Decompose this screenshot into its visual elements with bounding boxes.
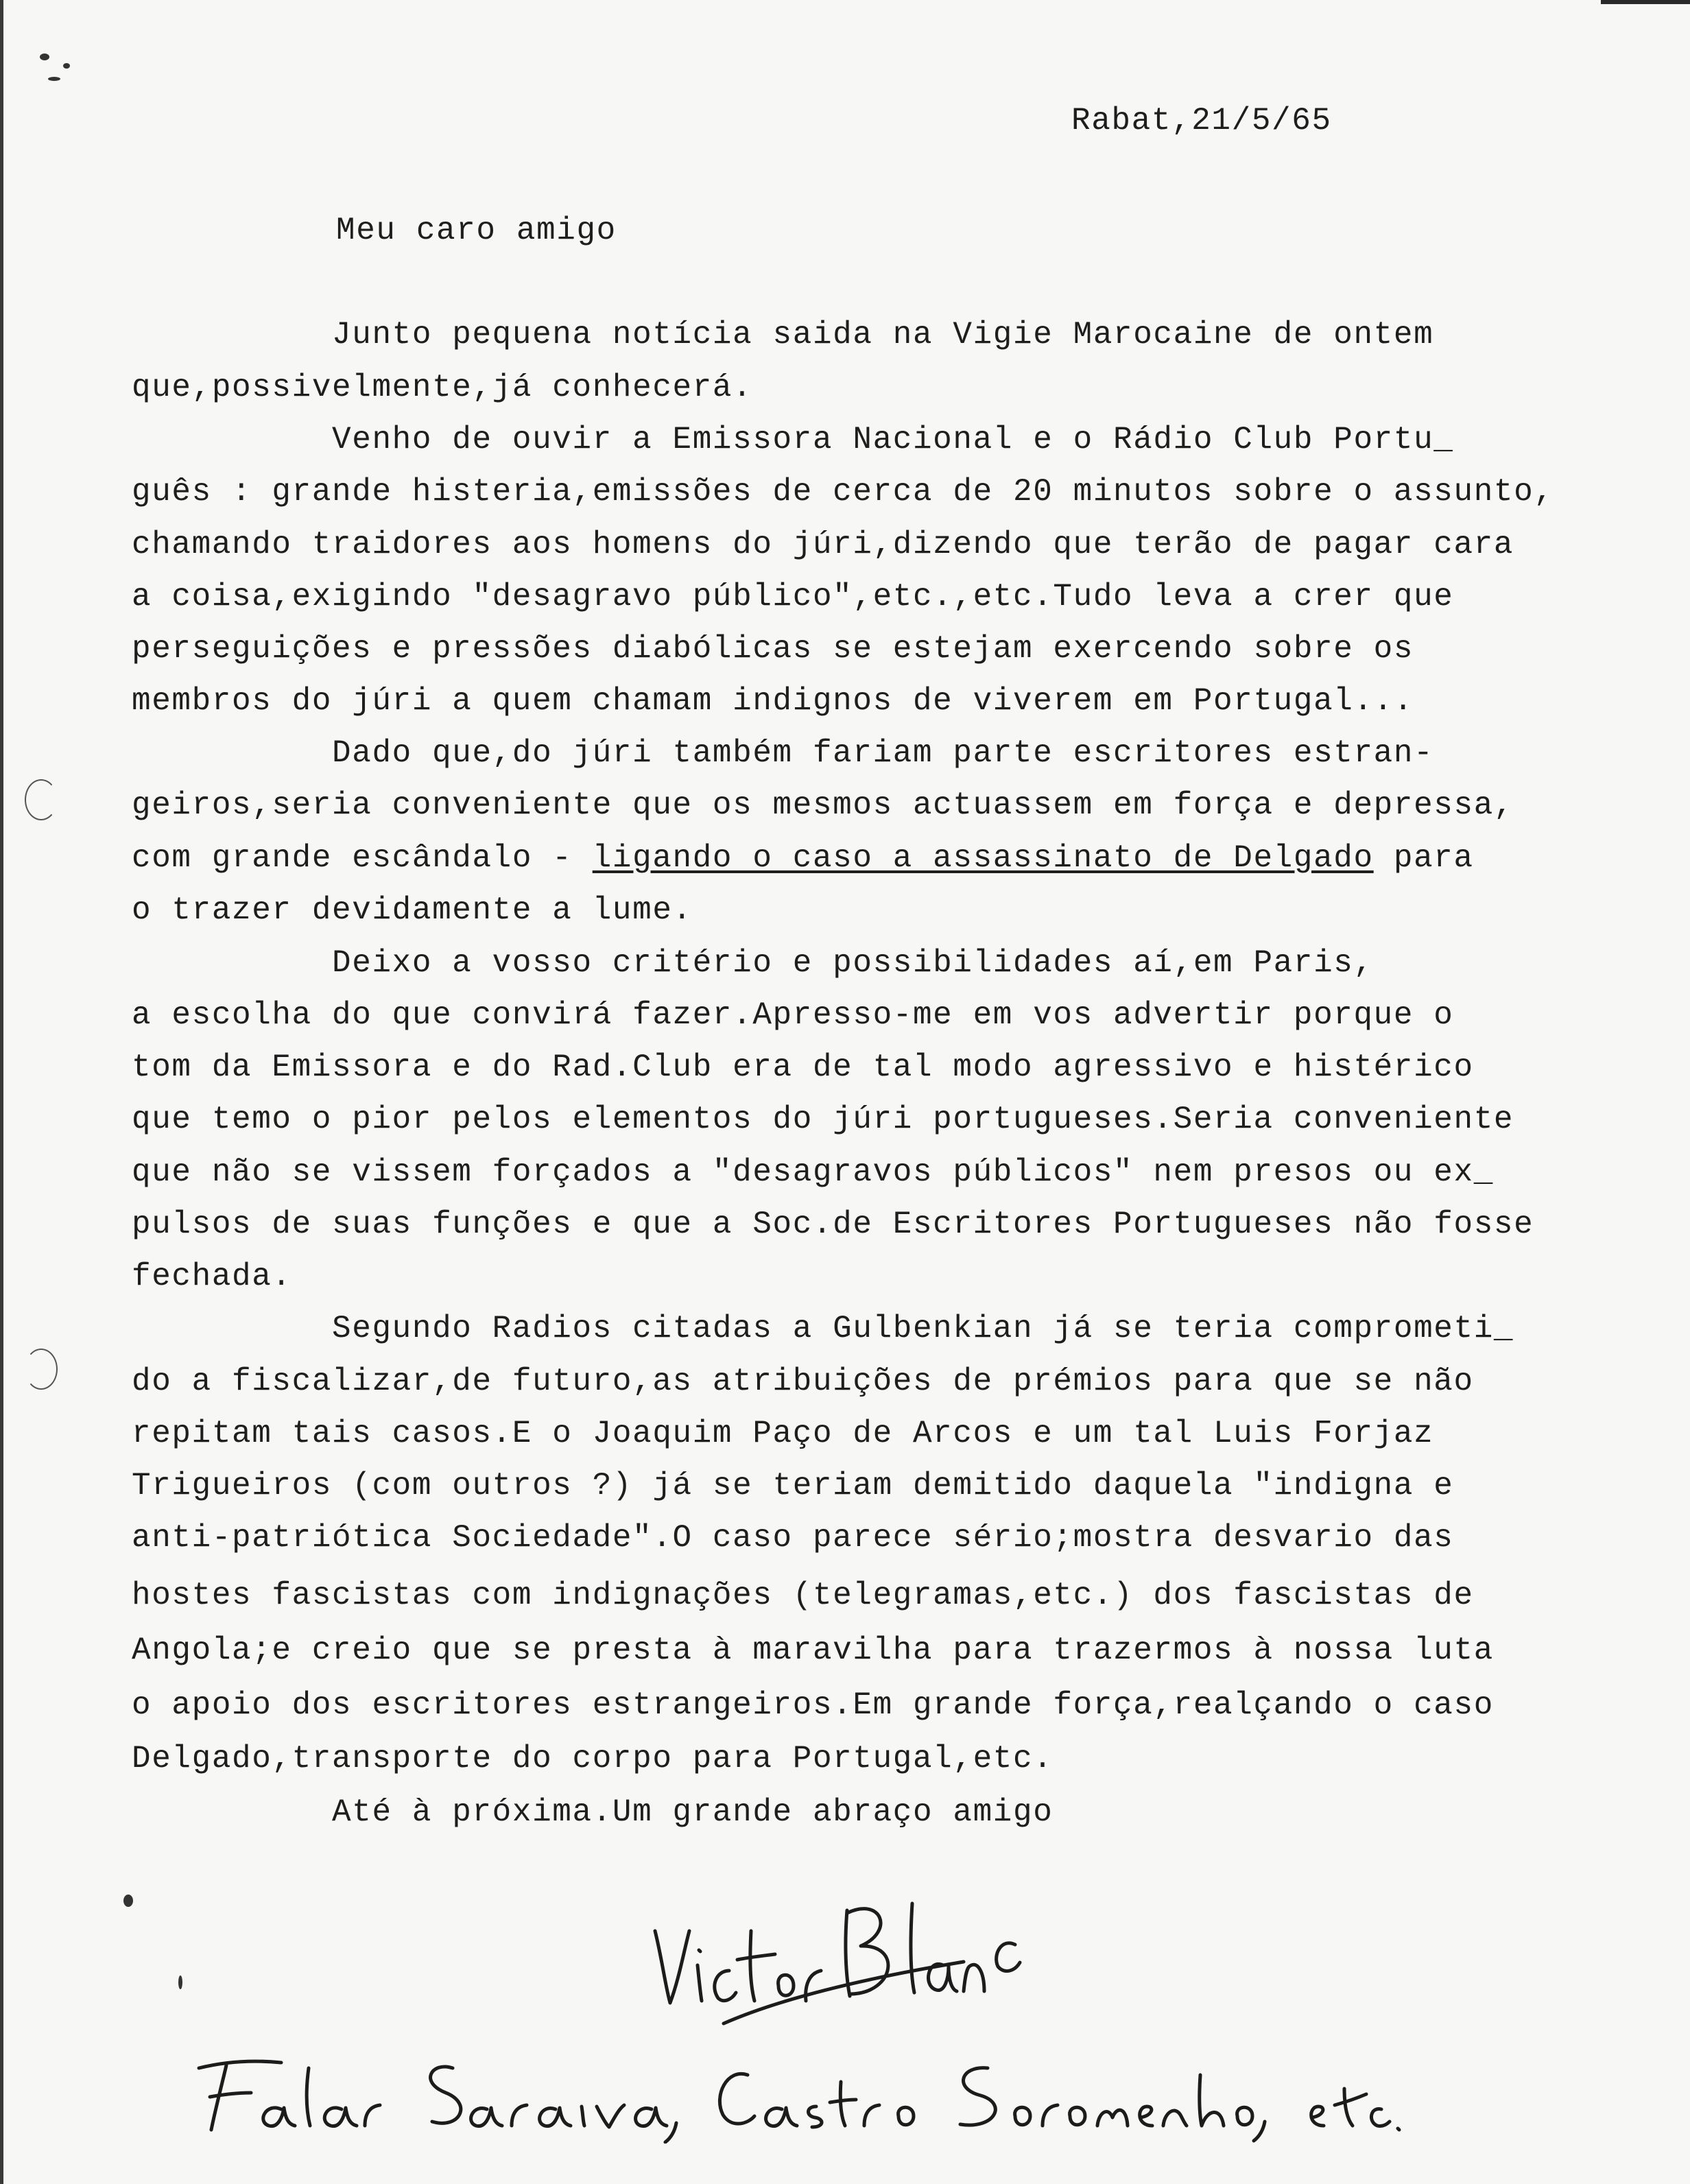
body-line: que temo o pior pelos elementos do júri portugueses.Seria conveniente — [132, 1102, 1514, 1137]
body-line: perseguições e pressões diabólicas se estejam exercendo sobre os — [132, 631, 1414, 667]
salutation: Meu caro amigo — [336, 213, 617, 248]
body-line: geiros,seria conveniente que os mesmos actuassem em força e depressa, — [132, 787, 1514, 823]
body-line: chamando traidores aos homens do júri,dizendo que terão de pagar cara — [132, 527, 1514, 562]
ink-speck — [123, 1895, 133, 1907]
scan-edge-left — [0, 0, 3, 2184]
body-line: que não se vissem forçados a "desagravos públicos" nem presos ou ex_ — [132, 1154, 1494, 1190]
body-line: do a fiscalizar,de futuro,as atribuições de prémios para que se não — [132, 1364, 1474, 1399]
body-line: Deixo a vosso critério e possibilidades aí,em Paris, — [132, 945, 1374, 981]
body-line: que,possivelmente,já conhecerá. — [132, 370, 753, 405]
body-line-with-underline: com grande escândalo - ligando o caso a assassinato de Delgado para — [132, 840, 1474, 876]
body-line: o apoio dos escritores estrangeiros.Em grande força,realçando o caso — [132, 1687, 1494, 1723]
ink-speck — [63, 63, 70, 69]
ink-speck — [178, 1975, 182, 1989]
ink-speck — [40, 54, 49, 60]
body-line: a escolha do que convirá fazer.Apresso-me em vos advertir porque o — [132, 997, 1454, 1033]
scan-edge-top-right — [1601, 0, 1690, 4]
body-line: hostes fascistas com indignações (telegramas,etc.) dos fascistas de — [132, 1578, 1474, 1613]
body-line: Até à próxima.Um grande abraço amigo — [132, 1794, 1054, 1830]
place-date: Rabat,21/5/65 — [1071, 103, 1332, 139]
body-line: Venho de ouvir a Emissora Nacional e o Rádio Club Portu_ — [132, 422, 1454, 458]
body-line: tom da Emissora e do Rad.Club era de tal modo agressivo e histérico — [132, 1049, 1474, 1085]
body-line: pulsos de suas funções e que a Soc.de Escritores Portugueses não fosse — [132, 1207, 1534, 1242]
ink-speck — [48, 77, 60, 81]
body-line: Delgado,transporte do corpo para Portugal,etc. — [132, 1741, 1054, 1777]
body-line: Angola;e creio que se presta à maravilha para trazermos à nossa luta — [132, 1633, 1494, 1668]
body-line: anti-patriótica Sociedade".O caso parece sério;mostra desvario das — [132, 1520, 1454, 1556]
punch-hole — [25, 779, 58, 820]
body-line: Trigueiros (com outros ?) já se teriam demitido daquela "indigna e — [132, 1468, 1454, 1504]
body-line: Junto pequena notícia saida na Vigie Marocaine de ontem — [132, 317, 1434, 353]
punch-hole — [25, 1349, 58, 1390]
body-line: fechada. — [132, 1259, 292, 1294]
body-line: Dado que,do júri também fariam parte escritores estran- — [132, 735, 1434, 771]
signature — [641, 1883, 1025, 2027]
body-line: guês : grande histeria,emissões de cerca de 20 minutos sobre o assunto, — [132, 474, 1554, 510]
body-line: Segundo Radios citadas a Gulbenkian já se teria comprometi_ — [132, 1311, 1514, 1346]
body-line: a coisa,exigindo "desagravo público",etc.,etc.Tudo leva a crer que — [132, 579, 1454, 615]
underlined-phrase: ligando o caso a assassinato de Delgado — [592, 840, 1374, 876]
body-line: repitam tais casos.E o Joaquim Paço de Arcos e um tal Luis Forjaz — [132, 1416, 1434, 1451]
body-line: o trazer devidamente a lume. — [132, 892, 693, 928]
body-line: membros do júri a quem chamam indignos de viverem em Portugal... — [132, 683, 1414, 719]
handwritten-note — [185, 2041, 1406, 2144]
